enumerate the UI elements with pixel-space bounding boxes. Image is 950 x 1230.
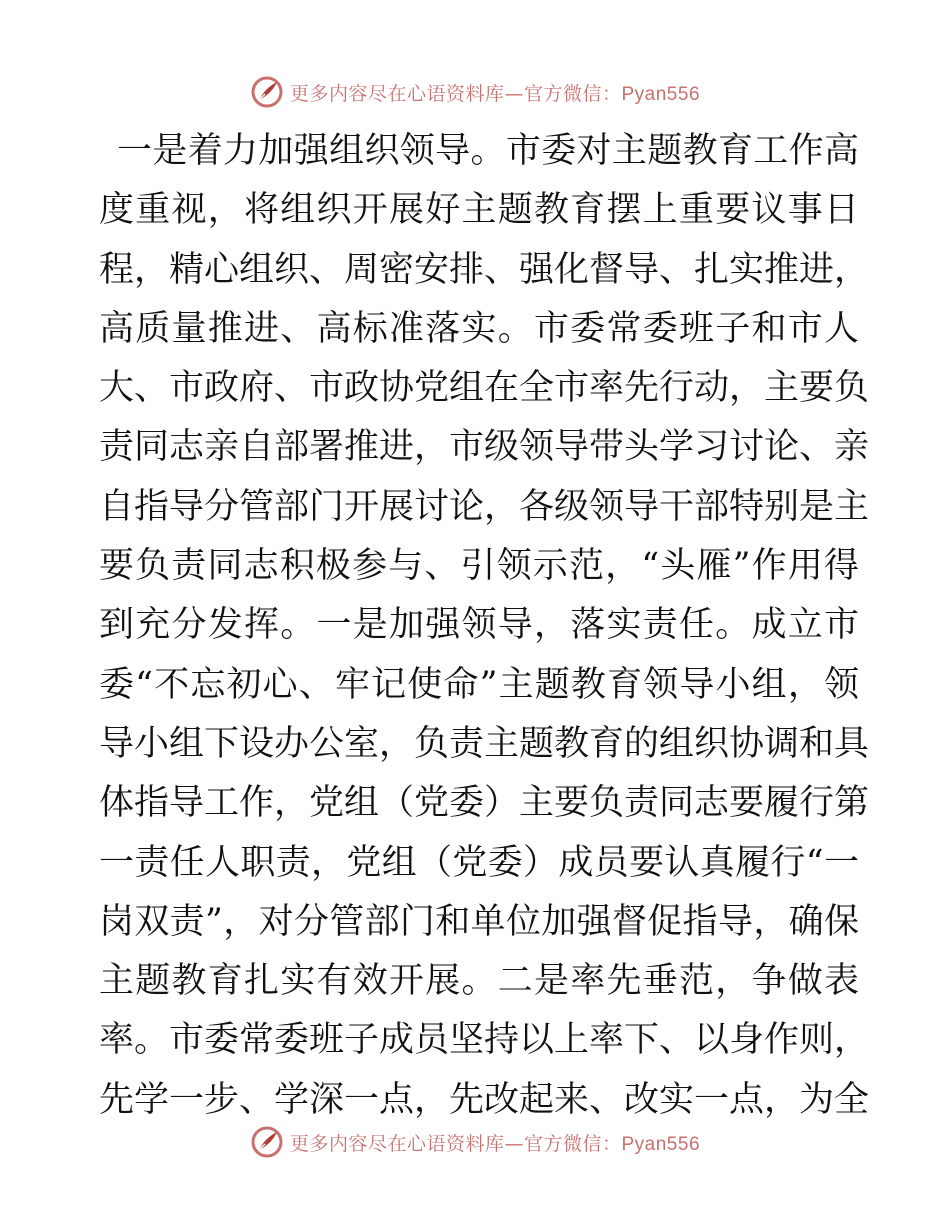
paragraph-line: 一责任人职责，党组（党委）成员要认真履行“一 bbox=[99, 842, 859, 883]
paragraph-line: 度重视，将组织开展好主题教育摆上重要议事日 bbox=[99, 190, 859, 231]
paragraph-line: 委“不忘初心、牢记使命”主题教育领导小组，领 bbox=[99, 664, 859, 705]
watermark-text bbox=[290, 79, 700, 106]
header-watermark bbox=[0, 72, 950, 112]
document-paragraph bbox=[99, 122, 870, 1130]
watermark-text bbox=[290, 1129, 700, 1156]
paragraph-line: 程，精心组织、周密安排、强化督导、扎实推进， bbox=[99, 249, 870, 290]
quill-seal-icon bbox=[250, 1125, 284, 1159]
paragraph-line: 到充分发挥。一是加强领导，落实责任。成立市 bbox=[99, 605, 859, 646]
watermark-contact-text: 官方微信：Pyan556 bbox=[524, 1133, 701, 1155]
watermark-site-text: 更多内容尽在心语资料库— bbox=[289, 1132, 524, 1155]
paragraph-line: 高质量推进、高标准落实。市委常委班子和市人 bbox=[99, 308, 859, 349]
watermark-site-text: 更多内容尽在心语资料库— bbox=[289, 82, 524, 105]
paragraph-line: 主题教育扎实有效开展。二是率先垂范，争做表 bbox=[99, 961, 859, 1002]
paragraph-line: 导小组下设办公室，负责主题教育的组织协调和具 bbox=[99, 723, 870, 764]
quill-seal-icon bbox=[250, 75, 284, 109]
paragraph-line: 要负责同志积极参与、引领示范，“头雁”作用得 bbox=[99, 546, 859, 587]
paragraph-line: 大、市政府、市政协党组在全市率先行动，主要负 bbox=[99, 368, 870, 409]
paragraph-line: 岗双责”，对分管部门和单位加强督促指导，确保 bbox=[99, 901, 859, 942]
paragraph-line: 一是着力加强组织领导。市委对主题教育工作高 bbox=[117, 131, 859, 171]
paragraph-line: 体指导工作，党组（党委）主要负责同志要履行第 bbox=[99, 783, 870, 824]
footer-watermark bbox=[0, 1122, 950, 1162]
paragraph-line: 先学一步、学深一点，先改起来、改实一点，为全 bbox=[99, 1079, 870, 1120]
paragraph-line: 自指导分管部门开展讨论，各级领导干部特别是主 bbox=[99, 486, 870, 527]
paragraph-line: 责同志亲自部署推进，市级领导带头学习讨论、亲 bbox=[99, 427, 870, 468]
paragraph-line: 率。市委常委班子成员坚持以上率下、以身作则， bbox=[99, 1020, 870, 1061]
watermark-contact-text: 官方微信：Pyan556 bbox=[524, 83, 701, 105]
